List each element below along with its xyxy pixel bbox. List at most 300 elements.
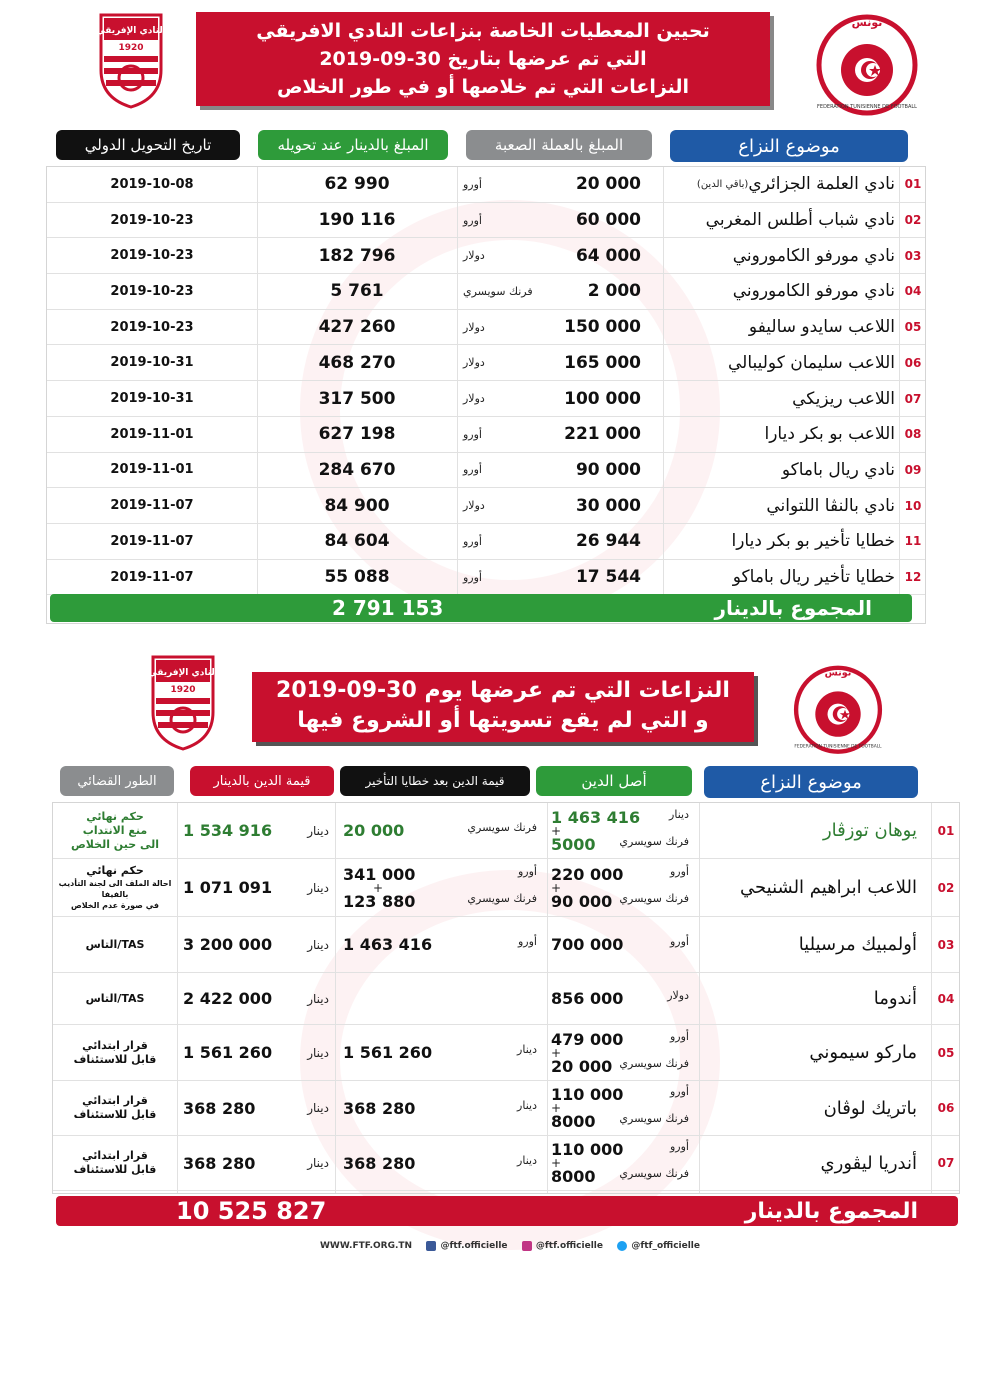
bottom-table-row [53,973,959,1025]
bottom-row-principal-unit-2: فرنك سويسري [619,1167,689,1180]
bottom-table-row [53,859,959,917]
bottom-row-principal-unit-2: فرنك سويسري [619,1112,689,1125]
bottom-row-dinar-amount: 2 422 000 [183,989,273,1008]
top-row-subject: نادي مورفو الكاموروني [732,281,895,302]
bottom-row-principal-unit: دولار [667,989,689,1002]
bottom-row-stage-cell [53,917,177,972]
top-row-currency: فرنك سويسري [463,284,533,298]
bottom-row-index-cell [931,1136,961,1190]
bottom-row-penalty-amount: 20 000 [343,821,405,840]
bottom-row-plus-sign: + [373,880,384,895]
top-row-index-cell [899,453,927,488]
bottom-row-stage-cell [53,1136,177,1190]
bottom-row-plus-sign: + [551,1156,562,1170]
bottom-row-penalty-unit: دينار [517,1043,537,1056]
bottom-row-dinar-cell [177,1081,335,1135]
bottom-total-value: 10 525 827 [176,1197,327,1225]
bottom-row-penalty-cell [335,1025,547,1080]
footer-twitter[interactable]: @ftf_officielle [617,1241,700,1251]
bottom-row-penalty-amount: 368 280 [343,1153,416,1173]
bottom-row-principal-unit-2: فرنك سويسري [619,1056,689,1070]
ftf-logo [812,8,922,118]
bottom-row-principal-line-2 [551,1167,689,1186]
footer-facebook[interactable]: @ftf.officielle [426,1241,507,1251]
top-row-currency: أورو [463,177,482,191]
bottom-row-stage-cell [53,973,177,1024]
bottom-row-stage-2: منع الانتداب [82,823,148,837]
top-header-dinar: المبلغ بالدينار عند تحويله [258,130,448,160]
bottom-row-principal-unit: أورو [670,1085,689,1098]
top-row-date: 2019-10-23 [110,319,194,335]
top-row-currency: أورو [463,570,482,584]
top-banner-line2: التي تم عرضها بتاريخ 30-09-2019 [319,48,647,70]
top-row-dinar-cell [257,417,457,452]
top-row-foreign-amount: 2 000 [587,281,641,302]
top-row-foreign-amount: 26 944 [575,531,641,552]
bottom-row-index: 01 [937,823,955,838]
bottom-row-penalty-amount: 341 000 [343,864,416,884]
bottom-row-subject-cell [699,917,931,972]
top-table-row [47,560,925,596]
bottom-row-principal-unit: أورو [670,864,689,878]
ftf-logo-top-text-bottom: تونس [824,667,852,679]
bottom-row-dinar-amount: 368 280 [183,1153,256,1173]
bottom-row-stage-2: قابل للاستئناف [73,1052,157,1066]
top-row-date-cell [47,346,257,381]
top-row-subject-cell [663,453,899,488]
top-row-date: 2019-11-07 [110,533,194,549]
bottom-row-penalty-cell [335,803,547,858]
bottom-row-principal-line [551,1140,689,1159]
bottom-row-dinar-cell [177,917,335,972]
top-row-subject: خطايا تأخير ريال باماكو [732,567,895,588]
top-header-date: تاريخ التحويل الدولي [56,130,240,160]
bottom-row-subject: أولمبيك مرسيليا [798,934,917,955]
top-row-subject: نادي مورفو الكاموروني [732,245,895,266]
top-row-dinar-cell [257,310,457,345]
bottom-row-subject: ماركو سيموني [809,1042,917,1063]
top-banner-line1: تحيين المعطيات الخاصة بنزاعات النادي الافريقي [256,20,710,42]
top-row-dinar-amount: 468 270 [318,352,396,373]
top-row-subject-cell [663,310,899,345]
top-row-dinar-cell [257,274,457,309]
bottom-row-subject: اللاعب ابراهيم الشنيحي [740,877,917,898]
bottom-banner-line2: و التي لم يقع تسويتها أو الشروع فيها [297,708,709,733]
top-row-subject: خطايا تأخير بو بكر ديارا [731,531,895,552]
bottom-row-stage-cell [53,803,177,858]
bottom-header-after-penalty: قيمة الدين بعد خطايا التأخير [340,766,530,796]
ftf-logo-bottom [790,660,886,756]
bottom-row-principal-amount: 856 000 [551,989,624,1008]
bottom-row-index-cell [931,803,961,858]
top-table-row [47,167,925,203]
top-row-date-cell [47,417,257,452]
top-row-currency: أورو [463,463,482,477]
top-row-foreign-cell [457,524,663,559]
top-row-date-cell [47,310,257,345]
top-row-date-cell [47,453,257,488]
bottom-row-principal-unit: أورو [670,1029,689,1043]
ftf-logo-ring-text-bottom: FEDERATION TUNISIENNE DE FOOTBALL [794,744,882,750]
top-row-index: 09 [904,462,922,477]
top-row-subject: اللاعب بو بكر ديارا [764,424,895,445]
top-row-date-cell [47,488,257,523]
top-row-subject-cell [663,488,899,523]
club-logo-name-bottom: النادي الإفريقي [148,668,218,678]
bottom-row-dinar-amount: 368 280 [183,1098,256,1118]
top-row-subject: نادي ريال باماكو [781,459,895,480]
top-total-bar [50,594,912,622]
top-table-row [47,274,925,310]
top-row-subject-cell [663,417,899,452]
top-row-date: 2019-11-07 [110,498,194,514]
top-row-foreign-amount: 165 000 [564,352,641,373]
bottom-row-stage-2: قابل للاستئناف [73,1108,157,1121]
bottom-row-subject: باتريك لوڨان [823,1097,917,1119]
top-row-foreign-cell [457,417,663,452]
top-row-subject-cell [663,274,899,309]
top-row-index-cell [899,524,927,559]
top-table-row [47,524,925,560]
top-row-date-cell [47,167,257,202]
bottom-row-principal-cell [547,803,699,858]
top-row-note: (باقي الدين) [696,178,749,190]
bottom-row-subject: أندريا ليڨوري [820,1152,917,1174]
bottom-row-subject-cell [699,1081,931,1135]
top-row-dinar-cell [257,203,457,238]
bottom-row-principal-unit-2: فرنك سويسري [619,834,689,848]
top-total-value: 2 791 153 [332,596,444,620]
top-row-date-cell [47,560,257,595]
bottom-row-penalty-amount: 1 561 260 [343,1043,433,1062]
top-row-subject-cell [663,203,899,238]
top-table-row [47,488,925,524]
top-row-index: 01 [904,177,922,192]
bottom-row-stage-1: حكم نهائي [86,864,144,877]
top-row-dinar-amount: 627 198 [318,424,396,445]
top-row-dinar-amount: 55 088 [324,567,390,588]
bottom-table-row [53,1081,959,1136]
top-row-dinar-amount: 182 796 [318,245,396,266]
top-row-currency: دولار [463,249,485,263]
top-row-subject: نادي العلمة الجزائري [748,174,895,195]
bottom-row-stage-1: قرار ابتدائي [82,1149,148,1162]
bottom-row-dinar-amount: 3 200 000 [183,935,273,954]
bottom-row-subject: يوهان توزڨار [822,820,917,841]
top-row-date: 2019-10-31 [110,355,194,371]
top-row-foreign-cell [457,381,663,416]
top-row-date-cell [47,238,257,273]
top-row-foreign-cell [457,203,663,238]
bottom-row-principal-amount-2: 5000 [551,834,596,854]
bottom-row-dinar-unit: دينار [307,991,329,1006]
bottom-table-row [53,803,959,859]
bottom-row-penalty-cell [335,973,547,1024]
bottom-row-penalty-unit: دينار [517,1098,537,1112]
bottom-row-principal-cell [547,917,699,972]
bottom-total-bar [56,1196,958,1226]
top-row-dinar-cell [257,453,457,488]
bottom-table-row [53,917,959,973]
top-row-foreign-cell [457,238,663,273]
top-row-index-cell [899,203,927,238]
bottom-row-dinar-amount: 1 561 260 [183,1043,273,1062]
top-row-date-cell [47,274,257,309]
top-row-subject: نادي شباب أطلس المغربي [705,210,895,231]
bottom-row-principal-unit: أورو [670,935,689,948]
top-table-row [47,203,925,239]
top-row-currency: دولار [463,320,485,334]
top-row-foreign-amount: 90 000 [575,459,641,480]
bottom-row-stage-1: TAS/التاس [85,937,145,951]
bottom-row-penalty-line [343,1099,537,1118]
top-row-index-cell [899,417,927,452]
top-row-date: 2019-10-23 [110,283,194,299]
bottom-row-index: 06 [937,1101,955,1115]
bottom-row-stage-cell [53,859,177,916]
top-total-label: المجموع بالدينار [714,596,872,620]
top-row-currency: دولار [463,392,485,406]
footer-instagram[interactable]: @ftf.officielle [522,1241,603,1251]
bottom-row-principal-amount-2: 8000 [551,1112,596,1131]
top-row-date: 2019-10-31 [110,391,194,407]
top-row-foreign-amount: 221 000 [564,424,641,445]
bottom-banner-line1: النزاعات التي تم عرضها يوم 30-09-2019 [276,678,730,703]
bottom-row-penalty-amount: 368 280 [343,1098,416,1118]
top-row-foreign-cell [457,310,663,345]
top-row-currency: أورو [463,427,482,441]
top-row-subject-cell [663,167,899,202]
top-row-subject: اللاعب سليمان كوليبالي [727,352,895,373]
club-africain-logo-bottom [148,652,218,752]
club-logo-name: النادي الإفريقي [96,26,166,36]
top-table-row [47,381,925,417]
bottom-row-principal-unit: أورو [670,1140,689,1153]
bottom-row-principal-line-2 [551,1057,689,1076]
top-row-index: 11 [904,534,922,549]
bottom-row-dinar-amount: 1 534 916 [183,821,273,840]
bottom-row-subject-cell [699,859,931,916]
top-row-date: 2019-10-08 [110,176,194,192]
bottom-row-stage-1: TAS/التاس [85,991,145,1005]
top-banner-line3: النزاعات التي تم خلاصها أو في طور الخلاص [276,76,690,98]
top-row-index-cell [899,167,927,202]
instagram-icon [522,1241,532,1251]
bottom-row-stage-3: الى حين الخلاص [71,837,159,851]
top-table [46,166,926,624]
bottom-row-principal-line-2 [551,892,689,911]
bottom-row-dinar-unit: دينار [307,1156,329,1170]
bottom-header-principal: أصل الدين [536,766,692,796]
top-row-dinar-cell [257,346,457,381]
top-row-dinar-cell [257,524,457,559]
bottom-row-stage-1: حكم نهائي [86,809,144,823]
bottom-row-dinar-unit: دينار [307,1045,329,1060]
top-table-row [47,417,925,453]
top-banner [196,12,770,106]
bottom-row-penalty-cell [335,1136,547,1190]
bottom-table [52,802,960,1194]
bottom-row-principal-line [551,1030,689,1049]
bottom-row-subject-cell [699,803,931,858]
bottom-table-row [53,1136,959,1191]
bottom-row-dinar-cell [177,1136,335,1190]
bottom-row-penalty-amount-2: 123 880 [343,891,416,911]
top-row-date-cell [47,524,257,559]
bottom-row-index: 02 [937,880,955,895]
bottom-row-penalty-unit: أورو [518,864,537,878]
top-row-date: 2019-11-01 [110,462,194,478]
top-row-date: 2019-10-23 [110,212,194,228]
bottom-row-index: 04 [937,991,955,1006]
bottom-row-subject: أندوما [873,988,917,1009]
top-row-dinar-cell [257,381,457,416]
top-row-date-cell [47,381,257,416]
footer [320,1238,700,1254]
top-row-date-cell [47,203,257,238]
top-row-dinar-cell [257,560,457,595]
top-row-foreign-cell [457,453,663,488]
bottom-row-plus-sign: + [551,1045,562,1060]
bottom-row-stage-1: قرار ابتدائي [82,1038,148,1052]
bottom-row-penalty-unit: فرنك سويسري [467,821,537,834]
bottom-row-dinar-cell [177,859,335,916]
bottom-total-label: المجموع بالدينار [744,1198,918,1224]
top-row-index: 06 [904,355,922,370]
top-row-foreign-cell [457,560,663,595]
bottom-row-principal-line-2 [551,835,689,854]
top-row-dinar-amount: 427 260 [318,317,396,338]
top-table-row [47,346,925,382]
bottom-row-penalty-line-2 [343,892,537,911]
top-row-subject-cell [663,238,899,273]
bottom-row-penalty-cell [335,917,547,972]
bottom-row-dinar-cell [177,1025,335,1080]
bottom-row-penalty-cell [335,859,547,916]
bottom-row-dinar-cell [177,803,335,858]
bottom-table-row [53,1025,959,1081]
top-row-index-cell [899,488,927,523]
bottom-row-principal-amount-2: 20 000 [551,1056,613,1076]
top-row-dinar-amount: 284 670 [318,459,396,480]
bottom-row-dinar-unit: دينار [307,1101,329,1115]
top-row-date: 2019-10-23 [110,248,194,264]
top-row-subject-cell [663,560,899,595]
bottom-row-dinar-amount: 1 071 091 [183,878,273,897]
bottom-row-principal-amount: 110 000 [551,1140,624,1159]
top-row-foreign-cell [457,274,663,309]
bottom-row-stage-cell [53,1025,177,1080]
bottom-row-principal-amount-2: 8000 [551,1167,596,1186]
bottom-row-index-cell [931,917,961,972]
top-header-subject: موضوع النزاع [670,130,908,162]
bottom-row-index: 05 [937,1045,955,1060]
top-table-row [47,453,925,489]
ftf-logo-ring-text: FEDERATION TUNISIENNE DE FOOTBALL [817,104,917,110]
top-row-index: 03 [904,248,922,263]
bottom-row-penalty-unit: دينار [517,1153,537,1167]
top-row-foreign-cell [457,167,663,202]
bottom-row-principal-line-2 [551,1112,689,1131]
top-row-index-cell [899,560,927,595]
ftf-logo-top-text: تونس [851,16,883,29]
bottom-banner [252,672,754,742]
top-row-index-cell [899,381,927,416]
top-row-foreign-amount: 30 000 [575,495,641,516]
top-row-index: 04 [904,284,922,299]
bottom-row-penalty-line [343,935,537,954]
bottom-row-dinar-unit: دينار [307,937,329,952]
bottom-row-index-cell [931,1025,961,1080]
top-row-foreign-amount: 100 000 [564,388,641,409]
top-row-dinar-amount: 62 990 [324,174,390,195]
footer-website[interactable]: WWW.FTF.ORG.TN [320,1241,413,1251]
bottom-row-stage-2: احالة الملف الى لجنة التأديب بالفيفا [58,879,172,899]
bottom-row-principal-cell [547,859,699,916]
bottom-row-dinar-cell [177,973,335,1024]
bottom-row-principal-unit-2: فرنك سويسري [619,891,689,905]
top-row-foreign-cell [457,346,663,381]
club-logo-year-bottom: 1920 [170,685,196,695]
bottom-row-subject-cell [699,1136,931,1190]
bottom-row-stage-2: قابل للاستئناف [73,1163,157,1176]
bottom-row-principal-amount-2: 90 000 [551,891,613,911]
top-row-subject: اللاعب ريزيكي [792,388,895,409]
bottom-row-plus-sign: + [551,880,562,895]
top-row-index-cell [899,346,927,381]
bottom-header-subject: موضوع النزاع [704,766,918,798]
bottom-row-subject-cell [699,973,931,1024]
bottom-row-plus-sign: + [551,823,562,838]
top-table-row [47,238,925,274]
bottom-row-subject-cell [699,1025,931,1080]
bottom-row-principal-unit: دينار [669,807,689,821]
facebook-icon [426,1241,436,1251]
bottom-row-stage-cell [53,1081,177,1135]
bottom-row-index: 03 [937,937,955,952]
bottom-row-index-cell [931,1081,961,1135]
top-row-currency: دولار [463,356,485,370]
top-row-subject-cell [663,346,899,381]
bottom-row-plus-sign: + [551,1101,562,1115]
club-logo-year: 1920 [118,43,144,53]
bottom-row-principal-cell [547,1136,699,1190]
bottom-row-principal-amount: 1 463 416 [551,807,641,827]
bottom-header-stage: الطور القضائي [60,766,174,796]
top-row-foreign-amount: 20 000 [575,174,641,195]
top-row-foreign-amount: 64 000 [575,245,641,266]
top-row-currency: دولار [463,499,485,513]
top-row-index-cell [899,310,927,345]
bottom-row-stage-3: في صورة عدم الخلاص [70,901,160,910]
bottom-row-principal-amount: 110 000 [551,1085,624,1104]
bottom-row-principal-line [551,935,689,954]
top-row-dinar-amount: 84 604 [324,531,390,552]
bottom-row-index: 07 [937,1156,955,1170]
top-row-dinar-amount: 190 116 [318,210,396,231]
club-africain-logo [96,10,166,110]
bottom-row-principal-cell [547,973,699,1024]
bottom-row-principal-line [551,989,689,1008]
bottom-row-index-cell [931,859,961,916]
bottom-row-dinar-unit: دينار [307,823,329,838]
top-row-dinar-amount: 84 900 [324,495,390,516]
top-row-index: 07 [904,391,922,406]
top-header-foreign: المبلغ بالعملة الصعبة [466,130,652,160]
bottom-row-penalty-line [343,1043,537,1062]
bottom-row-principal-amount: 479 000 [551,1029,624,1049]
bottom-row-index-cell [931,973,961,1024]
